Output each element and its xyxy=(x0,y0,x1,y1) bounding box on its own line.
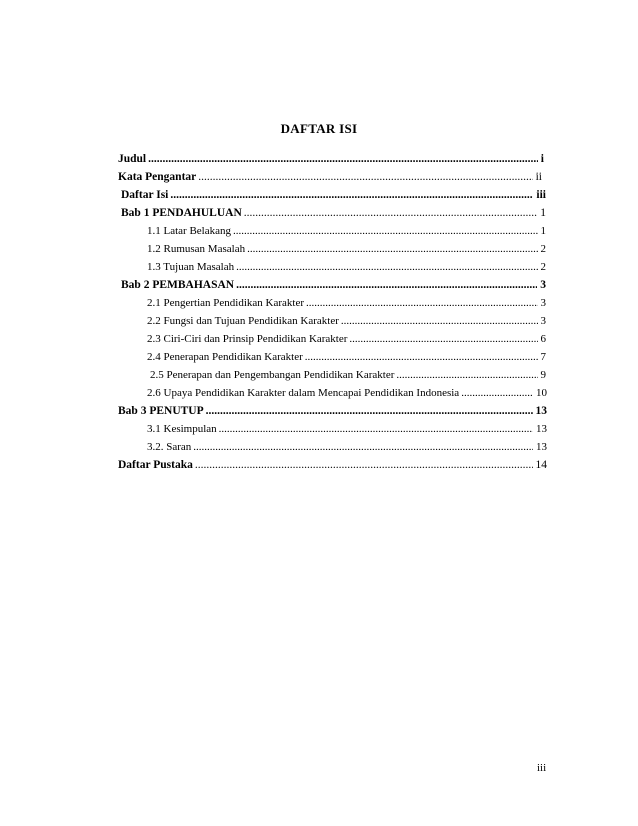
leader-dots xyxy=(148,150,538,168)
toc-entry-label: 2.2 Fungsi dan Tujuan Pendidikan Karakter xyxy=(147,315,339,327)
leader-dots xyxy=(341,312,538,330)
leader-dots xyxy=(244,204,537,222)
leader-dots xyxy=(233,222,538,240)
toc-entry-page: 14 xyxy=(535,459,547,471)
leader-dots xyxy=(461,384,533,402)
toc-entry-label: Judul xyxy=(118,153,147,165)
toc-entry-label: Bab 2 PEMBAHASAN xyxy=(121,279,235,291)
toc-entry-label: 2.5 Penerapan dan Pengembangan Pendidikan Karakter xyxy=(150,369,395,381)
toc-entry-page: 13 xyxy=(536,423,547,435)
leader-dots xyxy=(195,456,533,474)
leader-dots xyxy=(198,168,532,186)
toc-entry-page: 13 xyxy=(536,441,547,453)
toc-entry-judul xyxy=(118,150,544,168)
leader-dots xyxy=(396,366,537,384)
toc-entry-page: 9 xyxy=(540,369,546,381)
toc-entry-label: 3.1 Kesimpulan xyxy=(147,423,217,435)
leader-dots xyxy=(305,348,538,366)
toc-entry-3-2 xyxy=(147,438,547,456)
toc-entry-bab-3 xyxy=(118,402,547,420)
toc-entry-page: 1 xyxy=(540,225,546,237)
toc-entry-page: 13 xyxy=(535,405,547,417)
toc-entry-bab-2 xyxy=(121,276,546,294)
toc-entry-label: 1.1 Latar Belakang xyxy=(147,225,231,237)
toc-entry-page: ii xyxy=(535,171,542,183)
toc-entry-page: iii xyxy=(536,189,546,201)
toc-entry-1-3 xyxy=(147,258,546,276)
leader-dots xyxy=(247,240,537,258)
toc-entry-kata-pengantar xyxy=(118,168,542,186)
toc-entry-2-1 xyxy=(147,294,546,312)
toc-entry-label: Kata Pengantar xyxy=(118,171,197,183)
toc-entry-label: 1.3 Tujuan Masalah xyxy=(147,261,235,273)
leader-dots xyxy=(349,330,537,348)
toc-entry-page: i xyxy=(540,153,544,165)
toc-entry-daftar-pustaka xyxy=(118,456,547,474)
toc-entry-bab-1 xyxy=(121,204,546,222)
leader-dots xyxy=(206,402,533,420)
leader-dots xyxy=(236,276,537,294)
toc-entry-page: 1 xyxy=(540,207,546,219)
toc-entry-page: 2 xyxy=(540,261,546,273)
toc-entry-2-6 xyxy=(147,384,547,402)
toc-entry-1-2 xyxy=(147,240,546,258)
leader-dots xyxy=(170,186,533,204)
toc-entry-page: 10 xyxy=(536,387,547,399)
toc-entry-daftar-isi xyxy=(121,186,546,204)
toc-entry-page: 3 xyxy=(540,279,546,291)
leader-dots xyxy=(236,258,537,276)
toc-entry-label: Daftar Pustaka xyxy=(118,459,193,471)
toc-entry-label: 2.4 Penerapan Pendidikan Karakter xyxy=(147,351,303,363)
toc-entry-2-5 xyxy=(150,366,546,384)
toc-entry-2-2 xyxy=(147,312,546,330)
toc-entry-3-1 xyxy=(147,420,547,438)
toc-entry-1-1 xyxy=(147,222,546,240)
toc-entry-label: 3.2. Saran xyxy=(147,441,192,453)
toc-entry-page: 7 xyxy=(540,351,546,363)
toc-entry-page: 6 xyxy=(540,333,546,345)
toc-entry-2-3 xyxy=(147,330,546,348)
toc-entry-label: 2.3 Ciri-Ciri dan Prinsip Pendidikan Karakter xyxy=(147,333,348,345)
page-title: DAFTAR ISI xyxy=(280,121,358,136)
leader-dots xyxy=(193,438,533,456)
toc-entry-2-4 xyxy=(147,348,546,366)
toc-entry-label: Daftar Isi xyxy=(121,189,169,201)
toc-entry-page: 3 xyxy=(540,315,546,327)
toc-entry-page: 2 xyxy=(540,243,546,255)
toc-entry-label: 1.2 Rumusan Masalah xyxy=(147,243,246,255)
leader-dots xyxy=(219,420,533,438)
toc-entry-label: 2.1 Pengertian Pendidikan Karakter xyxy=(147,297,305,309)
page-number: iii xyxy=(537,762,547,774)
toc-entry-label: 2.6 Upaya Pendidikan Karakter dalam Mencapai Pendidikan Indonesia xyxy=(147,387,460,399)
leader-dots xyxy=(306,294,537,312)
toc-entry-label: Bab 1 PENDAHULUAN xyxy=(121,207,242,219)
toc-entry-page: 3 xyxy=(540,297,546,309)
toc-entry-label: Bab 3 PENUTUP xyxy=(118,405,204,417)
